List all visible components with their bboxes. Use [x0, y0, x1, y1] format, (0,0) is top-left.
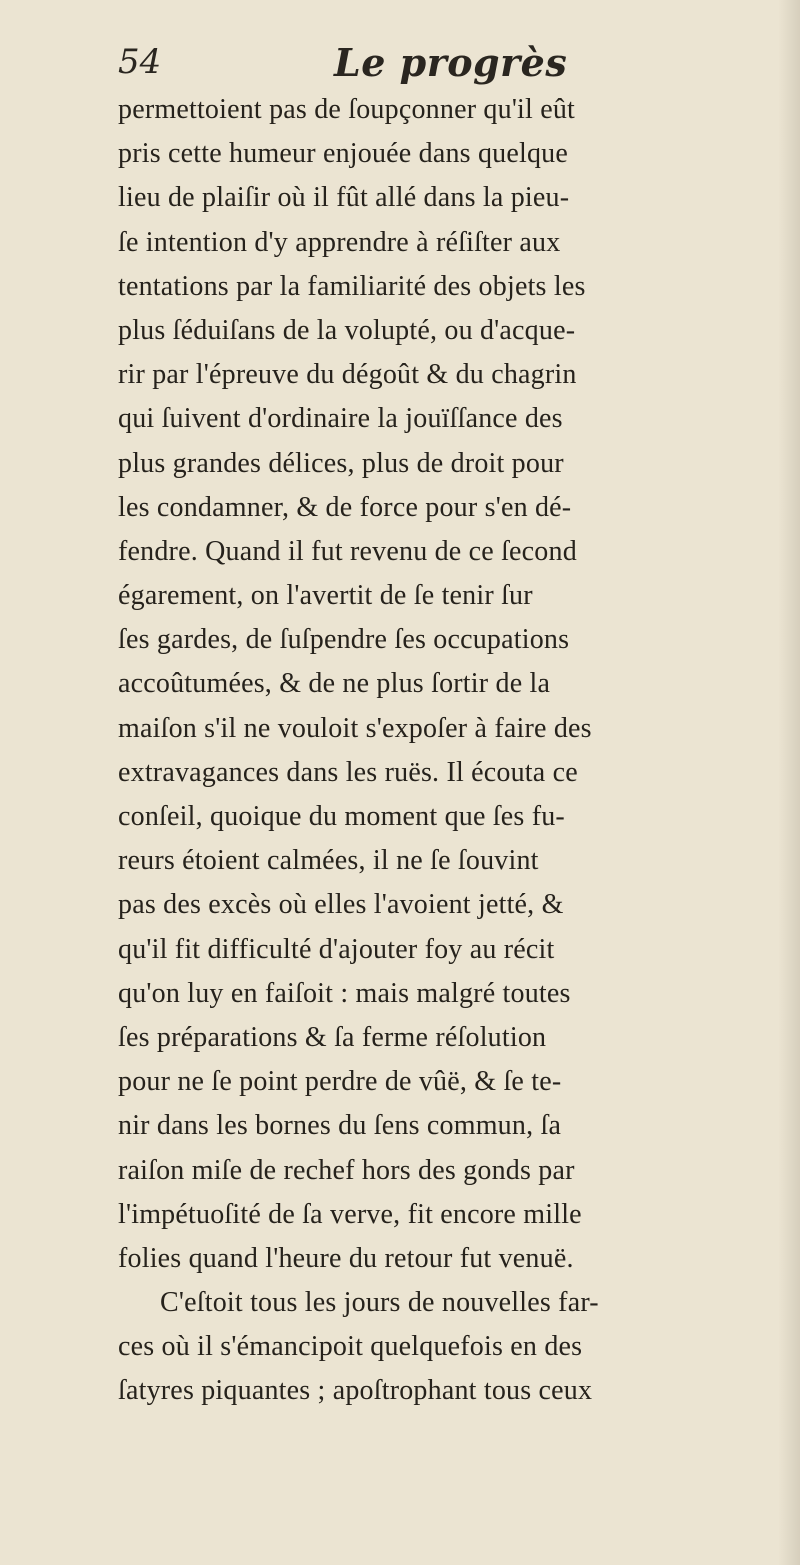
text-line: extravagances dans les ruës. Il écouta ce: [118, 756, 578, 788]
text-line: les condamner, & de force pour s'en dé-: [118, 491, 572, 523]
text-line: tentations par la familiarité des objets les: [118, 270, 586, 302]
text-line: qu'on luy en faiſoit : mais malgré toutes: [118, 977, 571, 1009]
text-line: qu'il fit difficulté d'ajouter foy au récit: [118, 933, 555, 965]
text-line: maiſon s'il ne vouloit s'expoſer à faire des: [118, 712, 592, 744]
text-line: pris cette humeur enjouée dans quelque: [118, 138, 568, 170]
text-line: ſes préparations & ſa ferme réſolution: [118, 1021, 547, 1053]
text-line: ſes gardes, de ſuſpendre ſes occupations: [118, 624, 570, 656]
text-line: plus grandes délices, plus de droit pour: [118, 447, 564, 479]
page-number: 54: [118, 42, 162, 82]
body-text: [118, 88, 798, 1414]
text-line: l'impétuoſité de ſa verve, fit encore mille: [118, 1198, 582, 1230]
text-line: folies quand l'heure du retour fut venuë.: [118, 1242, 574, 1274]
text-line: ſatyres piquantes ; apoſtrophant tous ceux: [118, 1375, 593, 1407]
text-line: ces où il s'émancipoit quelquefois en des: [118, 1331, 583, 1363]
text-line: pour ne ſe point perdre de vûë, & ſe te-: [118, 1066, 562, 1098]
page-header: [118, 40, 678, 92]
text-line: plus ſéduiſans de la volupté, ou d'acque-: [118, 314, 576, 346]
text-line: lieu de plaiſir où il fût allé dans la pieu-: [118, 182, 570, 214]
text-line: ſe intention d'y apprendre à réſiſter aux: [118, 226, 561, 258]
text-line: qui ſuivent d'ordinaire la jouïſſance des: [118, 403, 563, 435]
text-line: égarement, on l'avertit de ſe tenir ſur: [118, 580, 533, 612]
text-line: permettoient pas de ſoupçonner qu'il eût: [118, 94, 576, 125]
text-line: raiſon miſe de rechef hors des gonds par: [118, 1154, 575, 1186]
text-line: pas des excès où elles l'avoient jetté, &: [118, 889, 564, 921]
text-line: rir par l'épreuve du dégoût & du chagrin: [118, 359, 577, 391]
text-line: conſeil, quoique du moment que ſes fu-: [118, 801, 565, 832]
text-line: C'eſtoit tous les jours de nouvelles far-: [160, 1287, 599, 1319]
text-line: reurs étoient calmées, il ne ſe ſouvint: [118, 845, 539, 877]
text-line: accoûtumées, & de ne plus ſortir de la: [118, 668, 551, 700]
text-line: fendre. Quand il fut revenu de ce ſecond: [118, 535, 577, 567]
running-head: Le progrès: [334, 40, 568, 85]
text-line: nir dans les bornes du ſens commun, ſa: [118, 1110, 562, 1142]
